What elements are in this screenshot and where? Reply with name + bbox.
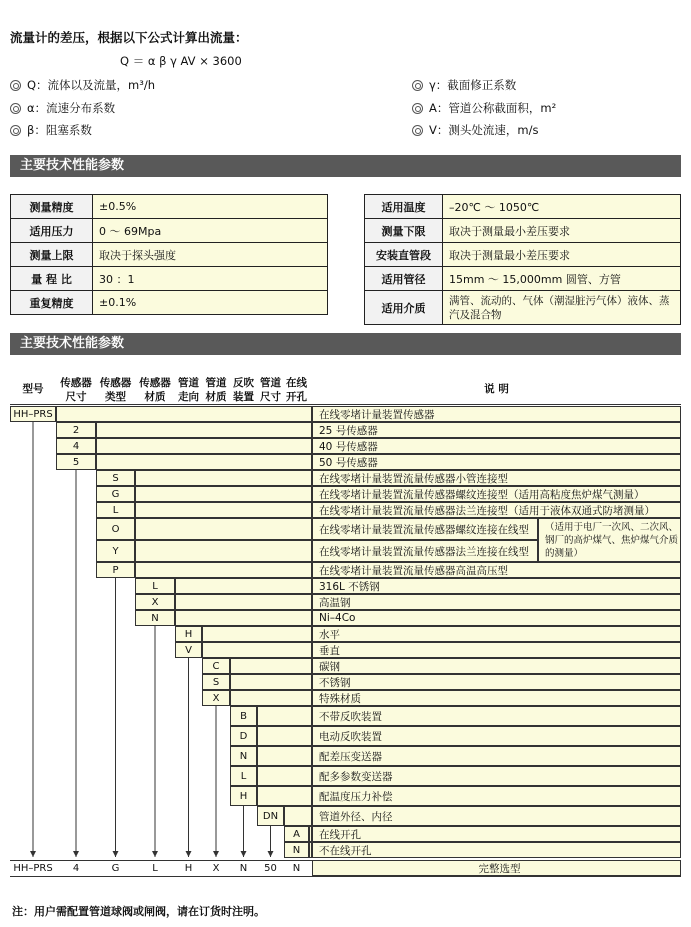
- table-row: 安装直管段 取决于测量最小差压要求: [365, 243, 681, 267]
- table-row: 测量精度 ±0.5%: [11, 195, 328, 219]
- description-cell: 在线零堵计量装置流量传感器小管连接型: [312, 470, 681, 486]
- example-description: 完整选型: [312, 860, 681, 876]
- description-cell: 配差压变送器: [312, 746, 681, 766]
- arrow-down-icon: [73, 851, 79, 857]
- description-cell: 配温度压力补偿: [312, 786, 681, 806]
- example-code-cell: N: [230, 860, 257, 876]
- variable-item: β：阻塞系数: [10, 122, 92, 138]
- arrow-down-icon: [186, 851, 192, 857]
- column-header: 传感器 类型: [99, 377, 132, 403]
- description-cell: 在线零堵计量装置流量传感器法兰连接在线型: [312, 540, 538, 562]
- code-cell: L: [135, 578, 175, 594]
- column-header: 反吹 装置: [233, 377, 254, 403]
- code-cell: P: [96, 562, 135, 578]
- code-cell: 5: [56, 454, 96, 470]
- arrow-down-icon: [241, 851, 247, 857]
- code-cell: N: [135, 610, 175, 626]
- description-cell: 配多参数变送器: [312, 766, 681, 786]
- arrow-down-icon: [113, 851, 119, 857]
- code-cell: V: [175, 642, 202, 658]
- blank-cell: [96, 438, 312, 454]
- bullet-circle-icon: [412, 103, 423, 114]
- variable-item: γ：截面修正系数: [412, 77, 516, 93]
- blank-cell: [96, 422, 312, 438]
- variable-item: Q：流体以及流量，m³/h: [10, 77, 155, 93]
- blank-cell: [175, 578, 312, 594]
- blank-cell: [175, 610, 312, 626]
- code-cell: X: [135, 594, 175, 610]
- description-cell: Ni–4Co: [312, 610, 681, 626]
- blank-cell: [230, 674, 312, 690]
- variable-item: α：流速分布系数: [10, 100, 115, 116]
- code-cell: N: [230, 746, 257, 766]
- blank-cell: [257, 786, 312, 806]
- bullet-circle-icon: [412, 80, 423, 91]
- table-row: 量 程 比 30 ：1: [11, 267, 328, 291]
- description-cell: 316L 不锈钢: [312, 578, 681, 594]
- section-header: 主要技术性能参数: [10, 155, 681, 177]
- side-note-cell: （适用于电厂一次风、二次风、钢厂的高炉煤气、焦炉煤气介质的测量）: [538, 518, 681, 562]
- column-header: 传感器 材质: [139, 377, 171, 403]
- table-row: 测量下限 取决于测量最小差压要求: [365, 219, 681, 243]
- example-code-cell: N: [284, 860, 309, 876]
- code-cell: H: [175, 626, 202, 642]
- example-code-cell: X: [202, 860, 230, 876]
- table-row: 适用介质 满管、流动的、气体（潮湿脏污气体）液体、蒸汽及混合物: [365, 291, 681, 325]
- code-cell: B: [230, 706, 257, 726]
- code-cell: D: [230, 726, 257, 746]
- blank-cell: [230, 690, 312, 706]
- blank-cell: [202, 626, 312, 642]
- blank-cell: [257, 746, 312, 766]
- example-code-cell: 50: [257, 860, 284, 876]
- blank-cell: [257, 766, 312, 786]
- code-cell: N: [284, 842, 309, 858]
- code-cell: X: [202, 690, 230, 706]
- blank-cell: [56, 406, 312, 422]
- example-code-cell: G: [96, 860, 135, 876]
- blank-cell: [96, 454, 312, 470]
- description-cell: 垂直: [312, 642, 681, 658]
- description-cell: 在线开孔: [312, 826, 681, 842]
- example-row-frame: [10, 860, 681, 877]
- example-code-cell: HH–PRS: [10, 860, 56, 876]
- table-row: 重复精度 ±0.1%: [11, 291, 328, 315]
- description-cell: 在线零堵计量装置传感器: [312, 406, 681, 422]
- example-code-cell: 4: [56, 860, 96, 876]
- blank-cell: [230, 658, 312, 674]
- description-cell: 水平: [312, 626, 681, 642]
- code-cell: 4: [56, 438, 96, 454]
- description-cell: 特殊材质: [312, 690, 681, 706]
- variable-item: V：测头处流速，m/s: [412, 122, 538, 138]
- variable-item: A：管道公称截面积，m²: [412, 100, 556, 116]
- code-cell: C: [202, 658, 230, 674]
- code-cell: DN: [257, 806, 284, 826]
- blank-cell: [257, 706, 312, 726]
- description-cell: 不锈钢: [312, 674, 681, 690]
- blank-cell: [257, 726, 312, 746]
- arrow-down-icon: [152, 851, 158, 857]
- blank-cell: [135, 518, 312, 540]
- code-cell: L: [230, 766, 257, 786]
- description-cell: 50 号传感器: [312, 454, 681, 470]
- column-header: 说 明: [484, 383, 509, 395]
- code-cell: S: [202, 674, 230, 690]
- code-cell: G: [96, 486, 135, 502]
- blank-cell: [175, 594, 312, 610]
- blank-cell: [135, 562, 312, 578]
- blank-cell: [135, 540, 312, 562]
- description-cell: 在线零堵计量装置流量传感器螺纹连接在线型: [312, 518, 538, 540]
- code-cell: HH–PRS: [10, 406, 56, 422]
- table-row: 适用温度 –20℃ ～ 1050℃: [365, 195, 681, 219]
- description-cell: 不在线开孔: [312, 842, 681, 858]
- code-cell: L: [96, 502, 135, 518]
- code-cell: 2: [56, 422, 96, 438]
- description-cell: 高温钢: [312, 594, 681, 610]
- order-note: 注：用户需配置管道球阀或闸阀，请在订货时注明。: [12, 905, 265, 918]
- table-row: 测量上限 取决于探头强度: [11, 243, 328, 267]
- header-divider: [10, 404, 681, 405]
- blank-cell: [135, 486, 312, 502]
- blank-cell: [135, 502, 312, 518]
- arrow-down-icon: [268, 851, 274, 857]
- blank-cell: [284, 806, 312, 826]
- code-cell: S: [96, 470, 135, 486]
- flow-formula: Q ＝ α β γ AV × 3600: [120, 54, 242, 68]
- description-cell: 25 号传感器: [312, 422, 681, 438]
- column-header: 在线 开孔: [286, 377, 307, 403]
- code-cell: Y: [96, 540, 135, 562]
- arrow-down-icon: [30, 851, 36, 857]
- column-header: 管道 尺寸: [260, 377, 281, 403]
- description-cell: 在线零堵计量装置流量传感器高温高压型: [312, 562, 681, 578]
- column-header: 型号: [22, 383, 44, 395]
- description-cell: 管道外径、内径: [312, 806, 681, 826]
- column-header: 管道 材质: [205, 377, 227, 403]
- description-cell: 在线零堵计量装置流量传感器法兰连接型（适用于液体双通式防堵测量）: [312, 502, 681, 518]
- table-row: 适用管径 15mm ～ 15,000mm 圆管、方管: [365, 267, 681, 291]
- arrow-down-icon: [213, 851, 219, 857]
- description-cell: 40 号传感器: [312, 438, 681, 454]
- page-title: 流量计的差压，根据以下公式计算出流量：: [10, 30, 248, 45]
- spec-table-right: [364, 194, 681, 325]
- bullet-circle-icon: [412, 125, 423, 136]
- section-header: 主要技术性能参数: [10, 333, 681, 355]
- code-cell: O: [96, 518, 135, 540]
- example-code-cell: H: [175, 860, 202, 876]
- bullet-circle-icon: [10, 103, 21, 114]
- blank-cell: [135, 470, 312, 486]
- bullet-circle-icon: [10, 125, 21, 136]
- bullet-circle-icon: [10, 80, 21, 91]
- description-cell: 碳钢: [312, 658, 681, 674]
- description-cell: 不带反吹装置: [312, 706, 681, 726]
- table-row: 适用压力 0 ～ 69Mpa: [11, 219, 328, 243]
- spec-table-left: [10, 194, 328, 315]
- example-code-cell: L: [135, 860, 175, 876]
- description-cell: 在线零堵计量装置流量传感器螺纹连接型（适用高粘度焦炉煤气测量）: [312, 486, 681, 502]
- description-cell: 电动反吹装置: [312, 726, 681, 746]
- column-header: 传感器 尺寸: [60, 377, 92, 403]
- model-selection-table: [10, 376, 681, 886]
- column-header: 管道 走向: [178, 377, 199, 403]
- code-cell: A: [284, 826, 309, 842]
- code-cell: H: [230, 786, 257, 806]
- blank-cell: [202, 642, 312, 658]
